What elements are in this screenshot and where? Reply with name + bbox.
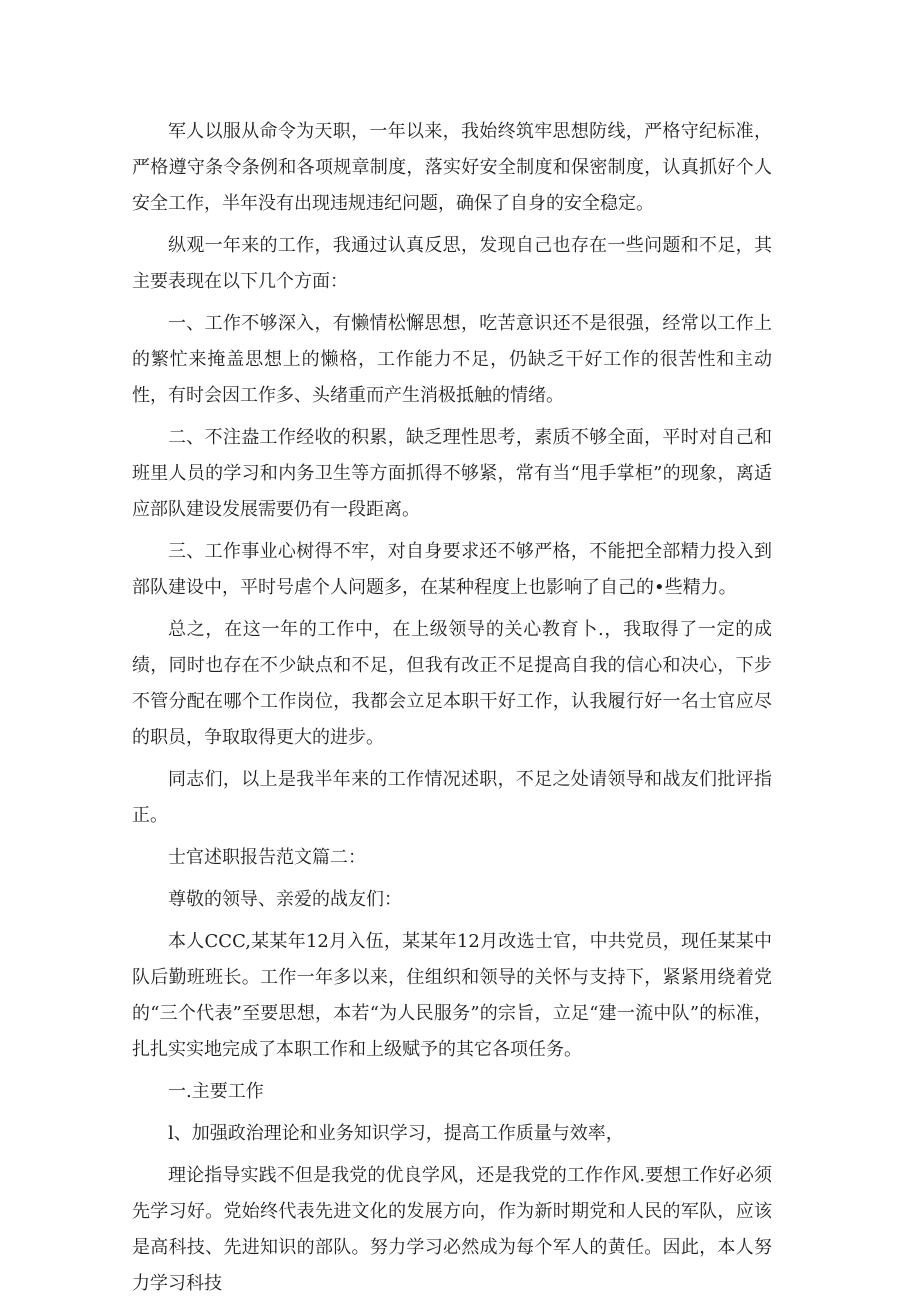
paragraph-shortcoming-2: 二、不注盎工作经收的积累，缺乏理性思考，素质不够全面，平时对自己和班里人员的学习和内务卫生等方面抓得不够紧，常有当“甩手掌柜”的现象，离适应部队建设发展需要仍有一段距离。 <box>132 427 772 520</box>
greeting: 尊敬的领导、亲爱的战友们： <box>168 889 402 910</box>
paragraph-shortcoming-3: 三、工作事业心树得不牢，对自身要求还不够严格，不能把全部精力投入到部队建设中，平时号虐个人问题多，在某种程度上也影响了自己的•些精力。 <box>132 541 772 598</box>
heading-main-work: 一.主要工作 <box>168 1081 264 1102</box>
paragraph-discipline: 军人以服从命令为天职，一年以来，我始终筑牢思想防线，严格守纪标准，严格遵守条令条例和各项规章制度，落实好安全制度和保密制度，认真抓好个人安全工作，半年没有出现违规违纪问题，确保了自身的安全稳定。 <box>132 121 772 214</box>
paragraph-reflection: 纵观一年来的工作，我通过认真反思，发现自己也存在一些问题和不足，其主要表现在以下几个方面： <box>132 235 772 292</box>
paragraph-introduction: 本人CCC,某某年12月入伍，某某年12月改选士官，中共党员，现任某某中队后勤班班长。工作一年多以来，住组织和领导的关怀与支持下，紧紧用绕着党的“三个代表”至要思想，本若“为人民服务”的宗旨，立足“建一流中队”的标准，扎扎实实地完成了本职工作和上级赋予的其它各项任务。 <box>132 931 772 1060</box>
section-title-sample-two: 士官述职报告范文篇二： <box>168 847 366 868</box>
paragraph-study: 理论指导实践不但是我党的优良学风，还是我党的工作作风.要想工作好必须先学习好。党始终代表先进文化的发展方向，作为新时期党和人民的军队，应该是高科技、先进知识的部队。努力学习必然成为每个军人的黄任。因此，本人努力学习科技 <box>132 1165 772 1294</box>
document-page <box>132 114 772 1302</box>
subheading-study: l、加强政治理论和业务知识学习，提高工作质量与效率， <box>168 1123 624 1144</box>
paragraph-shortcoming-1: 一、工作不够深入，有懒情松懈思想，吃苦意识还不是很强，经常以工作上的繁忙来掩盖思想上的懒格，工作能力不足，仍缺乏干好工作的很苦性和主动性，有时会因工作多、头绪重而产生消极抵触的情绪。 <box>132 313 772 406</box>
paragraph-summary: 总之，在这一年的工作中，在上级领导的关心教育卜.，我取得了一定的成绩，同时也存在不少缺点和不足，但我有改正不足提高自我的信心和决心，下步不管分配在哪个工作岗位，我都会立足本职干好工作，认我履行好一名士官应尽的职员，争取取得更大的进步。 <box>132 619 772 748</box>
paragraph-closing: 同志们，以上是我半年来的工作情况述职，不足之处请领导和战友们批评指正。 <box>132 769 772 826</box>
